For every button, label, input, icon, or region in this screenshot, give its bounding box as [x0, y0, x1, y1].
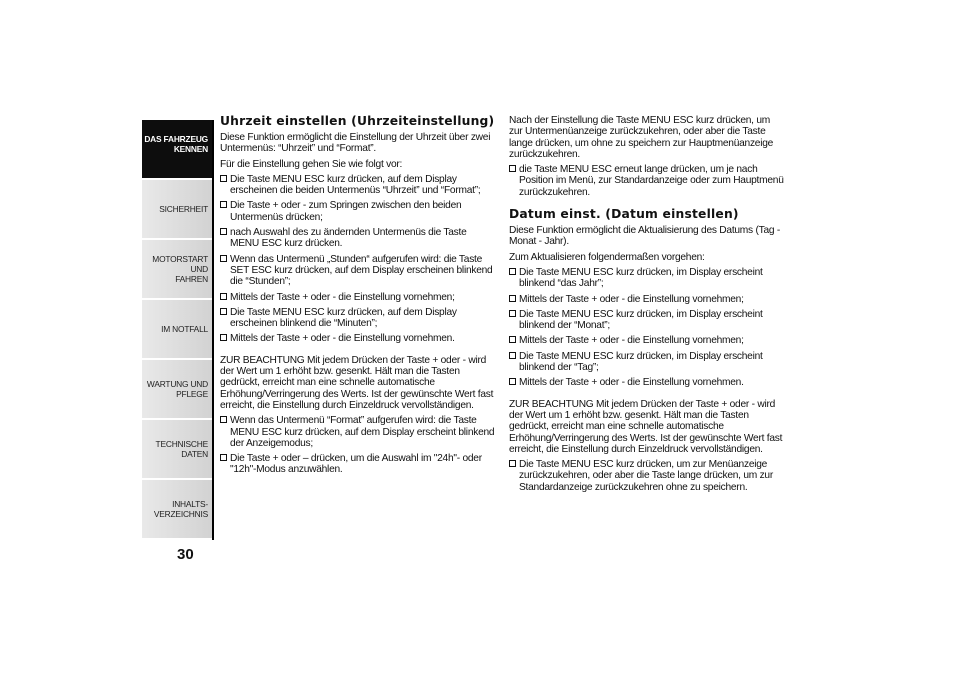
section-heading-datum: Datum einst. (Datum einstellen)	[509, 207, 739, 222]
checkbox-bullet-icon	[220, 228, 227, 235]
checkbox-bullet-icon	[220, 293, 227, 300]
paragraph: Für die Einstellung gehen Sie wie folgt vor:	[220, 158, 403, 170]
step-list	[220, 174, 498, 345]
list-item: Die Taste MENU ESC kurz drücken, im Display erscheint blinkend der “Monat”;	[509, 309, 785, 332]
list-item: Die Taste MENU ESC kurz drücken, um zur Menüanzeige zurückzukehren, oder aber die Taste lange drücken, um zur Standardanzeige zurückzukehren ohne zu speichern.	[509, 459, 785, 493]
note-paragraph: ZUR BEACHTUNG Mit jedem Drücken der Taste + oder - wird der Wert um 1 erhöht bzw. gesenkt. Hält man die Tasten gedrückt, erreicht man eine schnelle automatische Erhöhung/Verringerung des Werts. Ist der gewünschte Wert fast erreicht, die Einstellung durch Einzeldruck vervollständigen.	[509, 398, 783, 455]
right-column	[509, 115, 785, 497]
checkbox-bullet-icon	[220, 308, 227, 315]
checkbox-bullet-icon	[509, 460, 516, 467]
list-item: Mittels der Taste + oder - die Einstellung vornehmen;	[509, 335, 785, 346]
note-paragraph: ZUR BEACHTUNG Mit jedem Drücken der Taste + oder - wird der Wert um 1 erhöht bzw. gesenkt. Hält man die Tasten gedrückt, erreicht man eine schnelle automatische Erhöhung/Verringerung des Werts. Ist der gewünschte Wert fast erreicht, die Einstellung durch Einzeldruck vervollständigen.	[220, 354, 494, 411]
step-list	[509, 267, 785, 389]
checkbox-bullet-icon	[220, 255, 227, 262]
list-item: Wenn das Untermenü „Stunden“ aufgerufen wird: die Taste SET ESC kurz drücken, auf dem Display erscheinen blinkend die “Stunden”;	[220, 254, 498, 288]
paragraph: Diese Funktion ermöglicht die Aktualisierung des Datums (Tag - Monat - Jahr).	[509, 225, 781, 248]
checkbox-bullet-icon	[220, 334, 227, 341]
list-item: die Taste MENU ESC erneut lange drücken, um je nach Position im Menü, zur Standardanzeige oder zum Hauptmenü zurückzukehren.	[509, 164, 785, 198]
checkbox-bullet-icon	[509, 336, 516, 343]
list-item: Die Taste + oder – drücken, um die Auswahl im "24h"- oder "12h"-Modus anzuwählen.	[220, 453, 498, 476]
tab-im-notfall[interactable]: IM NOTFALL	[142, 300, 212, 360]
checkbox-bullet-icon	[509, 295, 516, 302]
section-heading-uhrzeit: Uhrzeit einstellen (Uhrzeiteinstellung)	[220, 114, 495, 128]
paragraph: Nach der Einstellung die Taste MENU ESC kurz drücken, um zur Untermenüanzeige zurückzukehren, oder aber die Taste lange drücken, um ohne zu speichern zur Hauptmenüanzeige zurückzukehren.	[509, 115, 774, 160]
chapter-sidebar	[142, 120, 214, 540]
list-item: Wenn das Untermenü “Format” aufgerufen wird: die Taste MENU ESC kurz drücken, auf dem Display erscheint blinkend der Anzeigemodus;	[220, 415, 498, 449]
tab-das-fahrzeug-kennen[interactable]: DAS FAHRZEUG KENNEN	[142, 120, 212, 180]
step-list	[509, 459, 785, 493]
paragraph: Zum Aktualisieren folgendermaßen vorgehen:	[509, 251, 705, 263]
tab-technische-daten[interactable]: TECHNISCHE DATEN	[142, 420, 212, 480]
list-item: Mittels der Taste + oder - die Einstellung vornehmen.	[220, 333, 498, 344]
checkbox-bullet-icon	[509, 310, 516, 317]
left-column	[220, 115, 498, 480]
list-item: Die Taste MENU ESC kurz drücken, im Display erscheint blinkend der “Tag”;	[509, 351, 785, 374]
checkbox-bullet-icon	[220, 416, 227, 423]
tab-motorstart-und-fahren[interactable]: MOTORSTART UND FAHREN	[142, 240, 212, 300]
checkbox-bullet-icon	[220, 454, 227, 461]
checkbox-bullet-icon	[509, 378, 516, 385]
list-item: Die Taste MENU ESC kurz drücken, im Display erscheint blinkend “das Jahr”;	[509, 267, 785, 290]
checkbox-bullet-icon	[220, 175, 227, 182]
list-item: Die Taste + oder - zum Springen zwischen den beiden Untermenüs drücken;	[220, 200, 498, 223]
paragraph: Diese Funktion ermöglicht die Einstellung der Uhrzeit über zwei Untermenüs: “Uhrzeit” und “Format”.	[220, 132, 491, 155]
tab-inhaltsverzeichnis[interactable]: INHALTS- VERZEICHNIS	[142, 480, 212, 540]
list-item: Mittels der Taste + oder - die Einstellung vornehmen;	[509, 294, 785, 305]
list-item: Die Taste MENU ESC kurz drücken, auf dem Display erscheinen blinkend die “Minuten”;	[220, 307, 498, 330]
step-list	[220, 415, 498, 475]
checkbox-bullet-icon	[509, 352, 516, 359]
tab-sicherheit[interactable]: SICHERHEIT	[142, 180, 212, 240]
page-number: 30	[177, 546, 194, 563]
checkbox-bullet-icon	[509, 268, 516, 275]
tab-wartung-und-pflege[interactable]: WARTUNG UND PFLEGE	[142, 360, 212, 420]
checkbox-bullet-icon	[509, 165, 516, 172]
list-item: Mittels der Taste + oder - die Einstellung vornehmen.	[509, 377, 785, 388]
list-item: Mittels der Taste + oder - die Einstellung vornehmen;	[220, 292, 498, 303]
list-item: nach Auswahl des zu ändernden Untermenüs die Taste MENU ESC kurz drücken.	[220, 227, 498, 250]
list-item: Die Taste MENU ESC kurz drücken, auf dem Display erscheinen die beiden Untermenüs “Uhrzeit” und “Format”;	[220, 174, 498, 197]
checkbox-bullet-icon	[220, 201, 227, 208]
step-list	[509, 164, 785, 198]
